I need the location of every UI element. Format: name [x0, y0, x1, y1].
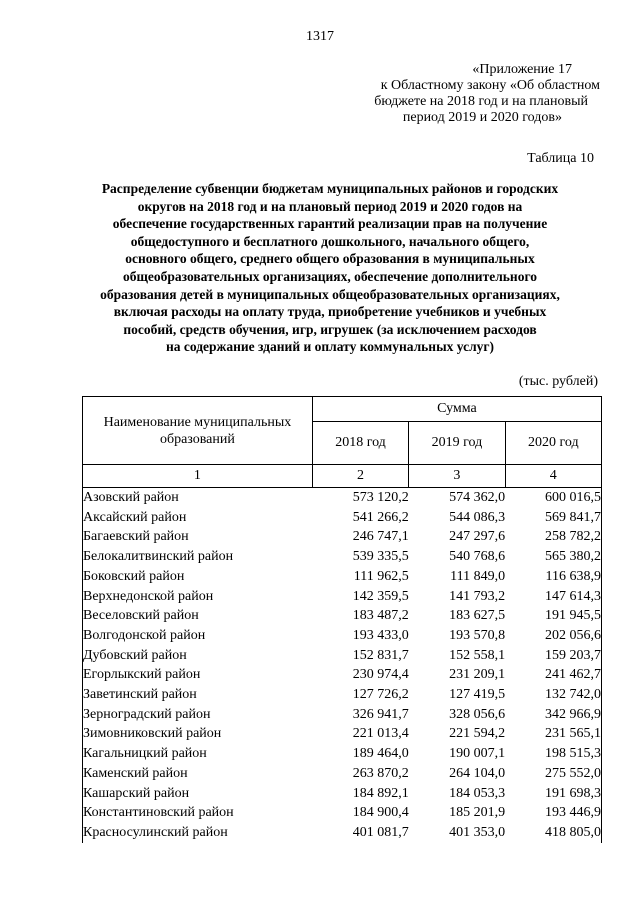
- table-row: [83, 606, 602, 626]
- year-header-2018: 2018 год: [312, 422, 408, 465]
- table-row: [83, 705, 602, 725]
- column-number: 4: [505, 465, 601, 488]
- value-2019-cell: 185 201,9: [449, 805, 506, 821]
- title-line: на содержание зданий и оплату коммунальных услуг): [165, 339, 495, 355]
- value-2018-cell: 246 747,1: [352, 529, 409, 545]
- value-2018-cell: 152 831,7: [352, 647, 409, 663]
- year-header-2020: 2020 год: [505, 422, 601, 465]
- value-2019-cell: 183 627,5: [449, 608, 506, 624]
- value-2018-cell: 111 962,5: [353, 568, 409, 584]
- table-row: [83, 724, 602, 744]
- table-row: [83, 744, 602, 764]
- appendix-line: бюджете на 2018 год и на плановый: [374, 94, 588, 109]
- municipality-name-cell: Боковский район: [83, 567, 313, 587]
- table-row: [83, 764, 602, 784]
- value-2018-cell: 326 941,7: [352, 706, 409, 722]
- municipality-name-cell: Волгодонской район: [83, 626, 313, 646]
- column-number: 2: [312, 465, 408, 488]
- municipality-name-cell: Зимовниковский район: [83, 724, 313, 744]
- table-row: [83, 527, 602, 547]
- table-row: [83, 626, 602, 646]
- value-2020-cell: 147 614,3: [505, 587, 601, 607]
- table-row: [83, 784, 602, 804]
- title-line: общедоступного и бесплатного дошкольного, начального общего,: [130, 233, 530, 249]
- municipality-name-cell: Кашарский район: [83, 784, 313, 804]
- municipality-name-cell: Зерноградский район: [83, 705, 313, 725]
- value-2020-cell: 202 056,6: [505, 626, 601, 646]
- value-2020-cell: 198 515,3: [505, 744, 601, 764]
- value-2019-cell: 574 362,0: [449, 490, 506, 505]
- municipality-name-cell: Белокалитвинский район: [83, 547, 313, 567]
- title-line: Распределение субвенции бюджетам муниципальных районов и городских: [101, 181, 559, 196]
- value-2019-cell: 111 849,0: [450, 568, 506, 584]
- title-line: округов на 2018 год и на плановый период 2019 и 2020 годов на: [137, 198, 523, 214]
- value-2019-cell: 221 594,2: [449, 726, 506, 742]
- municipality-name-cell: Красносулинский район: [83, 823, 313, 843]
- value-2019-cell: 141 793,2: [449, 588, 506, 604]
- value-2018-cell: 539 335,5: [352, 549, 409, 565]
- value-2020-cell: 191 945,5: [505, 606, 601, 626]
- table-row: [83, 665, 602, 685]
- table-body: [83, 488, 602, 843]
- table-row: [83, 823, 602, 843]
- value-2018-cell: 142 359,5: [352, 588, 409, 604]
- municipality-name-cell: Кагальницкий район: [83, 744, 313, 764]
- value-2018-cell: 183 487,2: [352, 608, 409, 624]
- appendix-line: к Областному закону «Об областном: [380, 78, 600, 93]
- document-title: [60, 180, 600, 356]
- value-2019-cell: 247 297,6: [449, 529, 506, 545]
- value-2020-cell: 191 698,3: [505, 784, 601, 804]
- table-label: Таблица 10: [527, 151, 594, 166]
- table-row: [83, 646, 602, 666]
- value-2020-cell: 275 552,0: [505, 764, 601, 784]
- table-row: [83, 547, 602, 567]
- municipality-name-cell: Аксайский район: [83, 508, 313, 528]
- column-number: 3: [409, 465, 505, 488]
- title-line: основного общего, среднего общего образования в муниципальных: [125, 251, 535, 267]
- page-number: 1317: [306, 29, 334, 44]
- municipality-name-cell: Заветинский район: [83, 685, 313, 705]
- table-row: [83, 508, 602, 528]
- table-row: [83, 803, 602, 823]
- title-line: общеобразовательных организациях, обеспечение дополнительного: [122, 268, 537, 284]
- value-2018-cell: 184 892,1: [352, 785, 409, 801]
- value-2018-cell: 184 900,4: [352, 805, 409, 821]
- municipality-name-cell: Константиновский район: [83, 803, 313, 823]
- value-2018-cell: 221 013,4: [352, 726, 409, 742]
- value-2019-cell: 190 007,1: [449, 746, 506, 762]
- year-header-2019: 2019 год: [409, 422, 505, 465]
- value-2020-cell: 159 203,7: [505, 646, 601, 666]
- value-2020-cell: 569 841,7: [505, 508, 601, 528]
- municipality-name-cell: Дубовский район: [83, 646, 313, 666]
- municipality-name-cell: Верхнедонской район: [83, 587, 313, 607]
- table-row: [83, 587, 602, 607]
- municipality-name-cell: Каменский район: [83, 764, 313, 784]
- value-2020-cell: 116 638,9: [505, 567, 601, 587]
- appendix-header: [330, 62, 600, 126]
- value-2019-cell: 127 419,5: [449, 687, 506, 703]
- sum-column-header: Сумма: [312, 397, 601, 422]
- value-2019-cell: 264 104,0: [449, 765, 506, 781]
- value-2020-cell: 231 565,1: [505, 724, 601, 744]
- value-2018-cell: 230 974,4: [352, 667, 409, 683]
- column-number: 1: [83, 465, 313, 488]
- value-2019-cell: 540 768,6: [449, 549, 506, 565]
- municipality-name-cell: Веселовский район: [83, 606, 313, 626]
- value-2018-cell: 189 464,0: [352, 746, 409, 762]
- table-row: [83, 488, 602, 508]
- name-column-header: Наименование муниципальных образований: [83, 397, 313, 465]
- value-2018-cell: 401 081,7: [352, 824, 409, 840]
- table-row: [83, 567, 602, 587]
- municipality-name-cell: Багаевский район: [83, 527, 313, 547]
- title-line: образования детей в муниципальных общеобразовательных организациях,: [100, 286, 560, 302]
- value-2020-cell: 418 805,0: [505, 823, 601, 843]
- value-2019-cell: 184 053,3: [449, 785, 506, 801]
- value-2019-cell: 152 558,1: [449, 647, 506, 663]
- value-2018-cell: 127 726,2: [352, 687, 409, 703]
- value-2020-cell: 241 462,7: [505, 665, 601, 685]
- subvention-table: [82, 396, 602, 843]
- municipality-name-cell: Егорлыкский район: [83, 665, 313, 685]
- appendix-line: период 2019 и 2020 годов»: [402, 110, 562, 125]
- value-2019-cell: 401 353,0: [449, 824, 506, 840]
- units-label: (тыс. рублей): [518, 374, 598, 389]
- appendix-line: «Приложение 17: [472, 62, 572, 77]
- value-2019-cell: 544 086,3: [449, 509, 506, 525]
- value-2019-cell: 231 209,1: [449, 667, 506, 683]
- title-line: обеспечение государственных гарантий реализации прав на получение: [112, 216, 548, 232]
- value-2020-cell: 132 742,0: [505, 685, 601, 705]
- value-2020-cell: 600 016,5: [505, 488, 601, 508]
- value-2020-cell: 565 380,2: [505, 547, 601, 567]
- municipality-name-cell: Азовский район: [83, 488, 313, 508]
- table-row: [83, 685, 602, 705]
- title-line: пособий, средств обучения, игр, игрушек (за исключением расходов: [123, 321, 537, 337]
- value-2019-cell: 193 570,8: [449, 627, 506, 643]
- title-line: включая расходы на оплату труда, приобретение учебников и учебных: [113, 304, 547, 320]
- value-2020-cell: 193 446,9: [505, 803, 601, 823]
- value-2018-cell: 193 433,0: [352, 627, 409, 643]
- value-2019-cell: 328 056,6: [449, 706, 506, 722]
- value-2018-cell: 263 870,2: [352, 765, 409, 781]
- value-2018-cell: 541 266,2: [352, 509, 409, 525]
- value-2020-cell: 342 966,9: [505, 705, 601, 725]
- value-2020-cell: 258 782,2: [505, 527, 601, 547]
- value-2018-cell: 573 120,2: [352, 490, 409, 505]
